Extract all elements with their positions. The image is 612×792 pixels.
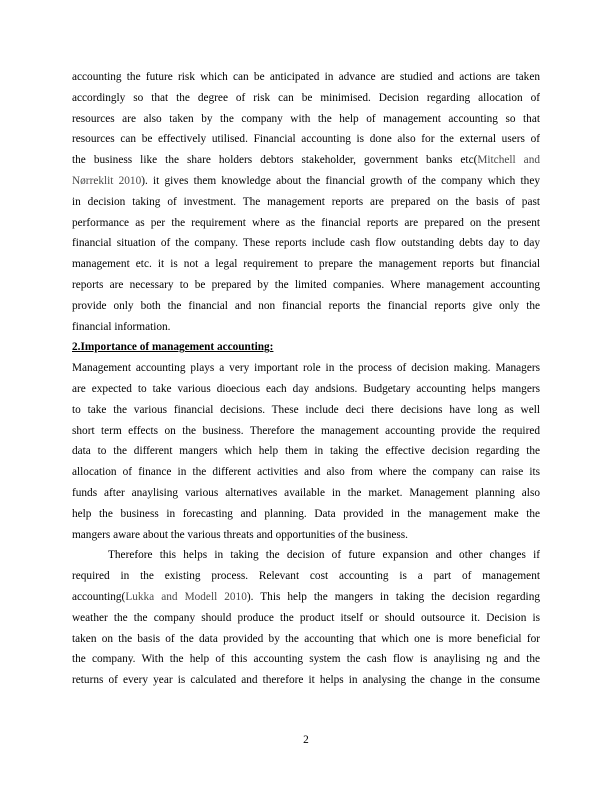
text-fragment: ). This help the mangers in taking the decision regarding bbox=[246, 590, 540, 603]
text-line: the company. With the help of this accounting system the cash flow is anaylising ng and the bbox=[72, 653, 540, 666]
text-line: help the business in forecasting and planning. Data provided in the management make the bbox=[72, 507, 540, 520]
text-line: performance as per the requirement where as the financial reports are prepared on the present bbox=[72, 216, 540, 229]
citation: Nørreklit 2010 bbox=[72, 174, 142, 187]
text-line: data to the different mangers which help them in taking the effective decision regarding the bbox=[72, 445, 540, 458]
text-line: management etc. it is not a legal requirement to prepare the management reports but financial bbox=[72, 258, 540, 271]
text-fragment: the business like the share holders debtors stakeholder, government banks etc( bbox=[72, 154, 478, 167]
paragraph-1 bbox=[72, 67, 540, 337]
text-line: short term effects on the business. Therefore the management accounting provide the required bbox=[72, 424, 540, 437]
paragraph-2 bbox=[72, 358, 540, 545]
text-line: financial situation of the company. These reports include cash flow outstanding debts day to day bbox=[72, 237, 540, 250]
text-line: provide only both the financial and non financial reports the financial reports give only the bbox=[72, 299, 540, 312]
paragraph-3 bbox=[72, 545, 540, 691]
text-line: financial information. bbox=[72, 320, 171, 333]
text-fragment: accounting( bbox=[72, 590, 126, 603]
citation: Lukka and Modell 2010 bbox=[125, 590, 247, 603]
text-line: funds after anaylising various alternatives available in the market. Management planning also bbox=[72, 486, 540, 499]
text-line: resources are also taken by the company with the help of management accounting so that bbox=[72, 112, 540, 125]
text-line: required in the existing process. Relevant cost accounting is a part of management bbox=[72, 570, 540, 583]
text-line: mangers aware about the various threats and opportunities of the business. bbox=[72, 528, 408, 541]
section-heading: 2.Importance of management accounting: bbox=[72, 341, 274, 354]
text-line: reports are necessary to be prepared by the limited companies. Where management accounting bbox=[72, 278, 540, 291]
text-line: taken on the basis of the data provided by the accounting that which one is more beneficial for bbox=[72, 632, 540, 645]
text-line: returns of every year is calculated and therefore it helps in analysing the change in the consume bbox=[72, 674, 540, 687]
page-number: 2 bbox=[303, 734, 309, 746]
text-line: are expected to take various dioecious each day andsions. Budgetary accounting helps mangers bbox=[72, 382, 540, 395]
text-line: accordingly so that the degree of risk can be minimised. Decision regarding allocation of bbox=[72, 91, 540, 104]
text-line: to take the various financial decisions. These include deci there decisions have long as well bbox=[72, 403, 540, 416]
text-fragment: ). it gives them knowledge about the financial growth of the company which they bbox=[141, 174, 540, 187]
text-line: allocation of finance in the different activities and also from where the company can raise its bbox=[72, 466, 540, 479]
text-line bbox=[72, 150, 540, 171]
text-line: Therefore this helps in taking the decision of future expansion and other changes if bbox=[108, 549, 540, 562]
text-line bbox=[72, 587, 540, 608]
text-line: Management accounting plays a very important role in the process of decision making. Managers bbox=[72, 362, 540, 375]
text-line: weather the the company should produce the product itself or should outsource it. Decision is bbox=[72, 611, 540, 624]
citation: Mitchell and bbox=[477, 154, 540, 167]
text-line bbox=[72, 171, 540, 192]
text-line: in decision taking of investment. The management reports are prepared on the basis of past bbox=[72, 195, 540, 208]
text-line: accounting the future risk which can be anticipated in advance are studied and actions are taken bbox=[72, 71, 540, 83]
document-page bbox=[72, 67, 540, 691]
text-line: resources can be effectively utilised. Financial accounting is done also for the external users of bbox=[72, 133, 540, 146]
